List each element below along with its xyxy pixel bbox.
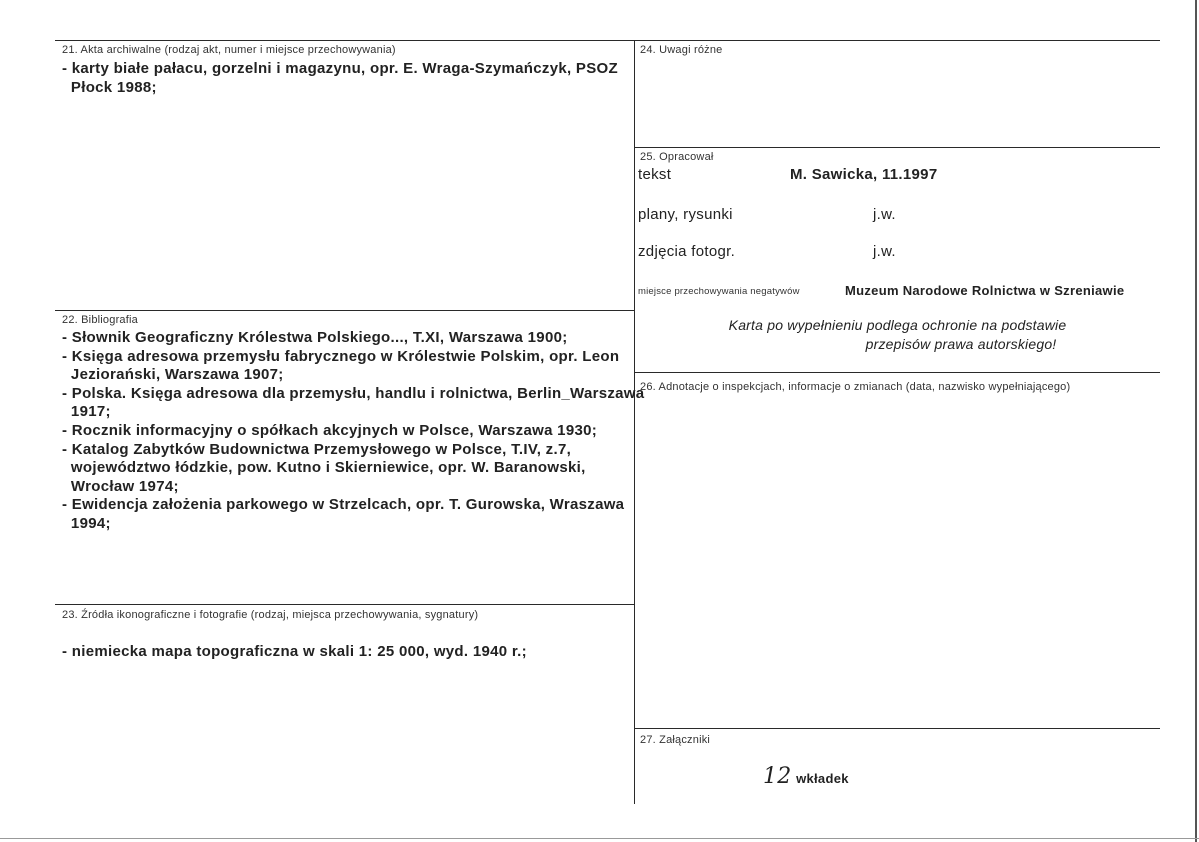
bibliography-item: Jeziorański, Warszawa 1907; bbox=[62, 366, 284, 384]
plany-value: j.w. bbox=[873, 206, 896, 223]
page-right-edge bbox=[1195, 0, 1197, 842]
bibliography-item: Wrocław 1974; bbox=[62, 477, 179, 495]
bibliography-item: 1917; bbox=[62, 403, 111, 421]
attachments-value bbox=[763, 764, 849, 789]
zdjecia-label: zdjęcia fotogr. bbox=[638, 243, 736, 260]
bibliography-item: - Polska. Księga adresowa dla przemysłu, handlu i rolnictwa, Berlin_Warszawa bbox=[62, 384, 645, 402]
bibliography-item: - Słownik Geograficzny Królestwa Polskiego..., T.XI, Warszawa 1900; bbox=[62, 329, 568, 346]
section-27-label: 27. Załączniki bbox=[640, 734, 711, 746]
copyright-note-line1: Karta po wypełnieniu podlega ochronie na podstawie bbox=[728, 317, 1067, 333]
copyright-note-line2: przepisów prawa autorskiego! bbox=[865, 336, 1057, 352]
divider-21-22 bbox=[55, 310, 635, 311]
section-23-content: - niemiecka mapa topograficzna w skali 1: 25 000, wyd. 1940 r.; bbox=[62, 643, 527, 660]
section-23-label: 23. Źródła ikonograficzne i fotografie (rodzaj, miejsca przechowywania, sygnatury) bbox=[62, 609, 479, 621]
bibliography-item: - Rocznik informacyjny o spółkach akcyjnych w Polsce, Warszawa 1930; bbox=[62, 421, 598, 439]
top-border bbox=[55, 40, 1160, 41]
bibliography-item: - Księga adresowa przemysłu fabrycznego w Królestwie Polskim, opr. Leon bbox=[62, 347, 620, 365]
section-21-line: Płock 1988; bbox=[62, 79, 157, 96]
section-22-label: 22. Bibliografia bbox=[62, 314, 138, 326]
handwritten-count: 12 bbox=[763, 764, 792, 789]
section-25-label: 25. Opracował bbox=[640, 151, 714, 163]
divider-25-26 bbox=[634, 372, 1160, 373]
section-22-content bbox=[62, 329, 644, 534]
divider-24-25 bbox=[634, 147, 1160, 148]
plany-label: plany, rysunki bbox=[638, 206, 733, 223]
bibliography-item: 1994; bbox=[62, 514, 111, 532]
tekst-value: M. Sawicka, 11.1997 bbox=[790, 166, 938, 183]
negatywy-label: miejsce przechowywania negatywów bbox=[638, 286, 800, 297]
negatywy-value: Muzeum Narodowe Rolnictwa w Szreniawie bbox=[845, 283, 1125, 298]
attachments-suffix: wkładek bbox=[796, 771, 849, 786]
section-26-label: 26. Adnotacje o inspekcjach, informacje o zmianach (data, nazwisko wypełniającego) bbox=[640, 381, 1071, 393]
page-bottom-edge bbox=[0, 838, 1199, 839]
section-21-line: - karty białe pałacu, gorzelni i magazynu, opr. E. Wraga-Szymańczyk, PSOZ bbox=[62, 60, 618, 77]
divider-26-27 bbox=[634, 728, 1160, 729]
bibliography-item: - Ewidencja założenia parkowego w Strzelcach, opr. T. Gurowska, Wraszawa bbox=[62, 496, 625, 514]
tekst-label: tekst bbox=[638, 166, 672, 183]
bibliography-item: - Katalog Zabytków Budownictwa Przemysłowego w Polsce, T.IV, z.7, bbox=[62, 440, 572, 458]
divider-22-23 bbox=[55, 604, 635, 605]
section-24-label: 24. Uwagi różne bbox=[640, 44, 723, 56]
section-21-content bbox=[62, 59, 618, 97]
zdjecia-value: j.w. bbox=[873, 243, 896, 260]
section-21-label: 21. Akta archiwalne (rodzaj akt, numer i miejsce przechowywania) bbox=[62, 44, 396, 56]
bibliography-item: województwo łódzkie, pow. Kutno i Skierniewice, opr. W. Baranowski, bbox=[62, 459, 586, 477]
